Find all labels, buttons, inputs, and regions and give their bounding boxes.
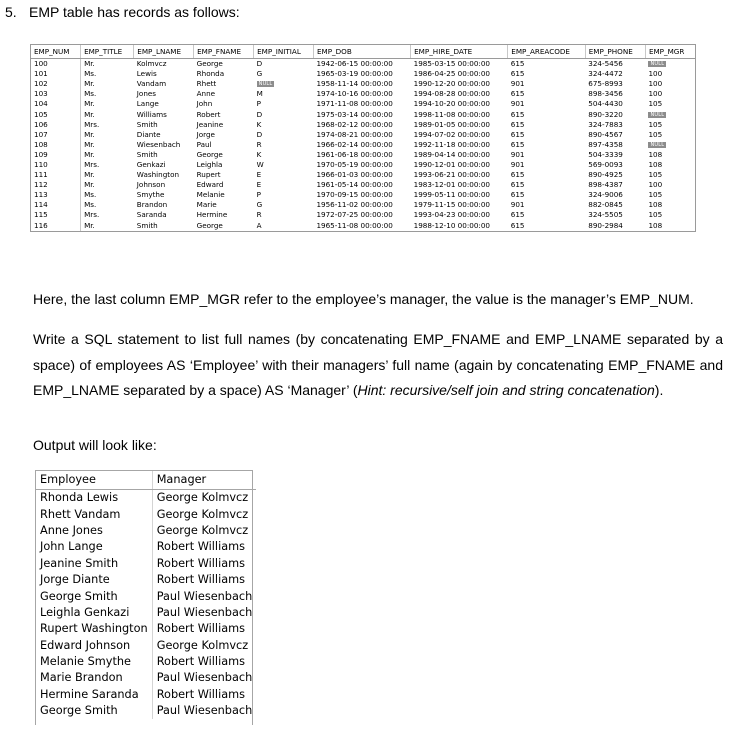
table-cell: G xyxy=(256,200,263,210)
table-cell: Jorge xyxy=(196,129,215,139)
table-row xyxy=(31,69,695,79)
table-cell: Robert Williams xyxy=(156,622,246,636)
table-row xyxy=(36,703,256,719)
table-cell: K xyxy=(256,149,262,159)
table-cell: 105 xyxy=(648,99,663,109)
table-cell: Melanie Smythe xyxy=(36,654,152,670)
emp-column-header: EMP_AREACODE xyxy=(508,45,585,59)
null-cell xyxy=(645,109,695,119)
table-cell: Mr. xyxy=(84,109,95,119)
output-table-grid xyxy=(35,470,253,725)
table-cell: Williams xyxy=(136,109,167,119)
table-cell: 615 xyxy=(510,59,525,69)
null-badge: NULL xyxy=(258,81,273,88)
table-cell: Mr. xyxy=(84,99,95,109)
table-cell: 1942-06-15 00:00:00 xyxy=(316,59,393,69)
table-cell: 897-4358 xyxy=(588,139,623,149)
table-cell: 615 xyxy=(510,180,525,190)
table-cell: 113 xyxy=(31,190,81,200)
table-cell: Paul Wiesenbach xyxy=(156,589,253,603)
table-cell: Rhett Vandam xyxy=(36,506,152,522)
table-cell: E xyxy=(256,170,262,180)
output-caption: Output will look like: xyxy=(33,437,157,453)
table-row xyxy=(31,210,695,220)
emp-table-header xyxy=(31,45,695,59)
table-cell: D xyxy=(256,129,263,139)
table-cell: Leighla Genkazi xyxy=(36,605,152,621)
table-cell: 112 xyxy=(31,180,81,190)
table-cell: Mr. xyxy=(84,170,95,180)
table-cell: John xyxy=(196,99,213,109)
table-cell: R xyxy=(256,210,262,220)
table-cell: 114 xyxy=(31,200,81,210)
table-row xyxy=(31,130,695,140)
table-cell: 100 xyxy=(648,79,663,89)
table-row xyxy=(31,190,695,200)
table-cell: George Kolmvcz xyxy=(156,491,249,505)
table-cell: Rupert Washington xyxy=(36,621,152,637)
table-cell: George Kolmvcz xyxy=(156,523,249,537)
table-cell: 1979-11-15 00:00:00 xyxy=(413,200,490,210)
table-cell: Rhonda Lewis xyxy=(36,490,152,507)
table-cell: Jeanine Smith xyxy=(36,556,152,572)
table-cell: George Kolmvcz xyxy=(156,638,249,652)
table-cell: P xyxy=(256,190,261,200)
table-row xyxy=(36,654,256,670)
table-cell: Mr. xyxy=(84,129,95,139)
table-cell: 115 xyxy=(31,210,81,220)
table-row xyxy=(36,539,256,555)
table-cell: 111 xyxy=(31,170,81,180)
output-table-header xyxy=(36,471,256,490)
table-cell: Robert xyxy=(196,109,221,119)
table-cell: George xyxy=(196,220,223,230)
table-cell: D xyxy=(256,109,263,119)
table-cell: 1992-11-18 00:00:00 xyxy=(413,139,490,149)
table-cell: Rhonda xyxy=(196,69,225,79)
table-cell: 1990-12-20 00:00:00 xyxy=(413,79,490,89)
table-row xyxy=(31,160,695,170)
table-cell: 106 xyxy=(31,120,81,130)
table-cell: 108 xyxy=(31,140,81,150)
output-column-header: Manager xyxy=(152,471,256,490)
table-cell: 901 xyxy=(510,99,525,109)
table-cell: P xyxy=(256,99,261,109)
table-cell: 101 xyxy=(31,69,81,79)
table-cell: Robert Williams xyxy=(156,687,246,701)
table-cell: 100 xyxy=(31,59,81,70)
table-cell: 615 xyxy=(510,170,525,180)
table-cell: Ms. xyxy=(84,190,97,200)
table-cell: 615 xyxy=(510,139,525,149)
table-row xyxy=(36,588,256,604)
table-cell: Jones xyxy=(136,89,157,99)
table-row xyxy=(31,99,695,109)
table-cell: 1971-11-08 00:00:00 xyxy=(316,99,393,109)
table-cell: 104 xyxy=(31,99,81,109)
table-cell: 1993-06-21 00:00:00 xyxy=(413,170,490,180)
null-cell xyxy=(645,140,695,150)
table-cell: 108 xyxy=(648,200,663,210)
table-row xyxy=(36,523,256,539)
table-cell: Washington xyxy=(136,170,180,180)
table-cell: 100 xyxy=(648,69,663,79)
table-row xyxy=(36,490,256,507)
table-cell: 898-3456 xyxy=(588,89,623,99)
table-cell: Ms. xyxy=(84,200,97,210)
table-cell: 102 xyxy=(31,79,81,89)
question-text: EMP table has records as follows: xyxy=(29,4,240,20)
table-row xyxy=(31,140,695,150)
table-cell: 105 xyxy=(648,210,663,220)
table-cell: 1965-11-08 00:00:00 xyxy=(316,220,393,230)
table-cell: 890-4925 xyxy=(588,170,623,180)
table-cell: 504-4430 xyxy=(588,99,623,109)
table-cell: Wiesenbach xyxy=(136,139,181,149)
table-cell: Smythe xyxy=(136,190,165,200)
table-cell: 324-4472 xyxy=(588,69,623,79)
table-cell: 1994-08-28 00:00:00 xyxy=(413,89,490,99)
table-cell: 1993-04-23 00:00:00 xyxy=(413,210,490,220)
table-cell: Mr. xyxy=(84,220,95,230)
table-row xyxy=(31,221,695,231)
table-cell: 901 xyxy=(510,79,525,89)
table-cell: A xyxy=(256,220,262,230)
table-cell: 1990-12-01 00:00:00 xyxy=(413,159,490,169)
table-cell: 675-8993 xyxy=(588,79,623,89)
emp-column-header: EMP_NUM xyxy=(31,45,81,59)
table-cell: Ms. xyxy=(84,89,97,99)
table-cell: 324-5505 xyxy=(588,210,623,220)
table-cell: Mrs. xyxy=(84,159,100,169)
table-cell: George Kolmvcz xyxy=(156,507,249,521)
table-cell: 901 xyxy=(510,159,525,169)
table-cell: Mr. xyxy=(84,180,95,190)
task-hint: Hint: recursive/self join and string concatenation xyxy=(357,382,655,398)
table-cell: George xyxy=(196,59,223,69)
table-cell: 615 xyxy=(510,220,525,230)
table-cell: George Smith xyxy=(36,703,152,719)
table-cell: Smith xyxy=(136,220,158,230)
table-cell: 1985-03-15 00:00:00 xyxy=(413,59,490,69)
table-cell: 108 xyxy=(648,149,663,159)
table-cell: Smith xyxy=(136,149,158,159)
table-cell: 1975-03-14 00:00:00 xyxy=(316,109,393,119)
table-cell: 108 xyxy=(648,159,663,169)
table-cell: 107 xyxy=(31,130,81,140)
task-end: ). xyxy=(654,382,664,398)
table-cell: 615 xyxy=(510,119,525,129)
table-cell: Edward xyxy=(196,180,224,190)
table-row xyxy=(31,59,695,70)
table-row xyxy=(36,556,256,572)
table-cell: Mr. xyxy=(84,149,95,159)
table-cell: 1972-07-25 00:00:00 xyxy=(316,210,393,220)
table-cell: 504-3339 xyxy=(588,149,623,159)
table-cell: Jeanine xyxy=(196,119,224,129)
table-cell: Mr. xyxy=(84,139,95,149)
emp-column-header: EMP_INITIAL xyxy=(254,45,314,59)
table-cell: 100 xyxy=(648,89,663,99)
table-cell: Anne Jones xyxy=(36,523,152,539)
table-cell: R xyxy=(256,139,262,149)
table-cell: 1961-05-14 00:00:00 xyxy=(316,180,393,190)
table-cell: Marie xyxy=(196,200,217,210)
table-cell: 110 xyxy=(31,160,81,170)
table-cell: Mrs. xyxy=(84,210,100,220)
table-cell: Saranda xyxy=(136,210,167,220)
table-cell: Hermine xyxy=(196,210,228,220)
table-row xyxy=(36,572,256,588)
table-cell: Mrs. xyxy=(84,119,100,129)
emp-column-header: EMP_DOB xyxy=(313,45,410,59)
table-cell: Anne xyxy=(196,89,216,99)
table-cell: Hermine Saranda xyxy=(36,687,152,703)
table-cell: 1988-12-10 00:00:00 xyxy=(413,220,490,230)
table-cell: 324-7883 xyxy=(588,119,623,129)
table-cell: 100 xyxy=(648,180,663,190)
table-cell: Ms. xyxy=(84,69,97,79)
table-cell: 890-3220 xyxy=(588,109,623,119)
table-cell: 882-0845 xyxy=(588,200,623,210)
table-cell: 105 xyxy=(648,129,663,139)
table-row xyxy=(31,180,695,190)
emp-column-header: EMP_MGR xyxy=(645,45,695,59)
explanation-paragraph: Here, the last column EMP_MGR refer to the employee’s manager, the value is the manager’s EMP_NUM. xyxy=(33,291,694,307)
table-cell: 1994-10-20 00:00:00 xyxy=(413,99,490,109)
table-row xyxy=(36,621,256,637)
table-cell: Robert Williams xyxy=(156,556,246,570)
table-cell: Kolmvcz xyxy=(136,59,167,69)
emp-column-header: EMP_PHONE xyxy=(585,45,645,59)
table-cell: Brandon xyxy=(136,200,168,210)
table-cell: 615 xyxy=(510,190,525,200)
table-cell: 1968-02-12 00:00:00 xyxy=(316,119,393,129)
null-cell xyxy=(645,59,695,70)
table-cell: Mr. xyxy=(84,79,95,89)
table-cell: 901 xyxy=(510,149,525,159)
table-cell: 1966-02-14 00:00:00 xyxy=(316,139,393,149)
table-row xyxy=(31,79,695,89)
table-cell: 105 xyxy=(648,190,663,200)
table-cell: Smith xyxy=(136,119,158,129)
table-cell: 898-4387 xyxy=(588,180,623,190)
output-table-body xyxy=(36,490,256,720)
table-cell: 615 xyxy=(510,89,525,99)
table-cell: Melanie xyxy=(196,190,225,200)
table-cell: G xyxy=(256,69,263,79)
table-cell: Genkazi xyxy=(136,159,166,169)
table-cell: Mr. xyxy=(84,59,95,69)
table-cell: 1956-11-02 00:00:00 xyxy=(316,200,393,210)
table-cell: 1974-10-16 00:00:00 xyxy=(316,89,393,99)
table-row xyxy=(31,109,695,119)
table-cell: 324-9006 xyxy=(588,190,623,200)
table-cell: Paul Wiesenbach xyxy=(156,704,253,718)
table-cell: 890-4567 xyxy=(588,129,623,139)
table-cell: Lewis xyxy=(136,69,157,79)
table-cell: 1970-09-15 00:00:00 xyxy=(316,190,393,200)
table-cell: D xyxy=(256,59,263,69)
table-row xyxy=(31,120,695,130)
emp-column-header: EMP_FNAME xyxy=(194,45,254,59)
table-cell: 1989-04-14 00:00:00 xyxy=(413,149,490,159)
table-cell: Paul xyxy=(196,139,212,149)
table-cell: 1966-01-03 00:00:00 xyxy=(316,170,393,180)
table-cell: 1983-12-01 00:00:00 xyxy=(413,180,490,190)
table-row xyxy=(36,687,256,703)
table-row xyxy=(31,170,695,180)
table-cell: Rupert xyxy=(196,170,221,180)
table-cell: 615 xyxy=(510,109,525,119)
emp-table-body xyxy=(31,59,695,231)
table-cell: Leighla xyxy=(196,159,223,169)
table-cell: 615 xyxy=(510,69,525,79)
table-cell: Rhett xyxy=(196,79,217,89)
table-cell: Robert Williams xyxy=(156,655,246,669)
table-cell: 324-5456 xyxy=(588,59,623,69)
table-cell: Lange xyxy=(136,99,159,109)
table-cell: 105 xyxy=(648,170,663,180)
table-row xyxy=(36,638,256,654)
table-row xyxy=(31,200,695,210)
output-column-header: Employee xyxy=(36,471,152,490)
output-table xyxy=(36,471,256,719)
emp-column-header: EMP_LNAME xyxy=(134,45,194,59)
table-cell: K xyxy=(256,119,262,129)
table-cell: Diante xyxy=(136,129,161,139)
emp-table-grid xyxy=(30,44,696,232)
table-cell: 1965-03-19 00:00:00 xyxy=(316,69,393,79)
table-cell: Johnson xyxy=(136,180,166,190)
table-cell: 1994-07-02 00:00:00 xyxy=(413,129,490,139)
table-cell: 108 xyxy=(648,220,663,230)
table-cell: Edward Johnson xyxy=(36,638,152,654)
table-cell: 1958-11-14 00:00:00 xyxy=(316,79,393,89)
table-cell: 901 xyxy=(510,200,525,210)
null-badge: NULL xyxy=(650,61,665,68)
table-cell: 569-0093 xyxy=(588,159,623,169)
table-cell: 890-2984 xyxy=(588,220,623,230)
null-cell xyxy=(254,79,314,89)
table-cell: Robert Williams xyxy=(156,540,246,554)
table-cell: M xyxy=(256,89,263,99)
table-cell: 1974-08-21 00:00:00 xyxy=(316,129,393,139)
table-cell: 105 xyxy=(31,109,81,119)
table-cell: E xyxy=(256,180,262,190)
task-paragraph xyxy=(33,327,723,404)
table-cell: Paul Wiesenbach xyxy=(156,671,253,685)
table-cell: 109 xyxy=(31,150,81,160)
task-text: Write a SQL statement to list full names (by concatenating EMP_FNAME and EMP_LNAME separated by a space) of employees AS ‘Employee’ with their managers’ full name (again by concatenating EMP_FNAME and EMP_LNAME separated by a space) AS ‘Manager’ ( xyxy=(33,331,723,398)
table-cell: John Lange xyxy=(36,539,152,555)
table-cell: Robert Williams xyxy=(156,573,246,587)
table-row xyxy=(36,670,256,686)
table-cell: 615 xyxy=(510,129,525,139)
table-row xyxy=(36,506,256,522)
table-cell: W xyxy=(256,159,264,169)
emp-column-header: EMP_TITLE xyxy=(81,45,134,59)
emp-table xyxy=(31,45,695,231)
table-cell: Paul Wiesenbach xyxy=(156,605,253,619)
null-badge: NULL xyxy=(650,111,665,118)
table-cell: Jorge Diante xyxy=(36,572,152,588)
table-cell: 1986-04-25 00:00:00 xyxy=(413,69,490,79)
emp-column-header: EMP_HIRE_DATE xyxy=(411,45,508,59)
question-number: 5. xyxy=(5,4,17,20)
table-cell: Vandam xyxy=(136,79,167,89)
table-row xyxy=(31,89,695,99)
null-badge: NULL xyxy=(650,141,665,148)
table-cell: 103 xyxy=(31,89,81,99)
table-cell: 116 xyxy=(31,221,81,231)
table-cell: 1989-01-05 00:00:00 xyxy=(413,119,490,129)
table-cell: 1970-05-19 00:00:00 xyxy=(316,159,393,169)
table-row xyxy=(31,150,695,160)
table-cell: 1998-11-08 00:00:00 xyxy=(413,109,490,119)
table-cell: George xyxy=(196,149,223,159)
table-cell: 105 xyxy=(648,119,663,129)
question-title xyxy=(5,4,240,20)
table-cell: George Smith xyxy=(36,588,152,604)
table-cell: 615 xyxy=(510,210,525,220)
table-row xyxy=(36,605,256,621)
table-cell: 1999-05-11 00:00:00 xyxy=(413,190,490,200)
table-cell: Marie Brandon xyxy=(36,670,152,686)
table-cell: 1961-06-18 00:00:00 xyxy=(316,149,393,159)
